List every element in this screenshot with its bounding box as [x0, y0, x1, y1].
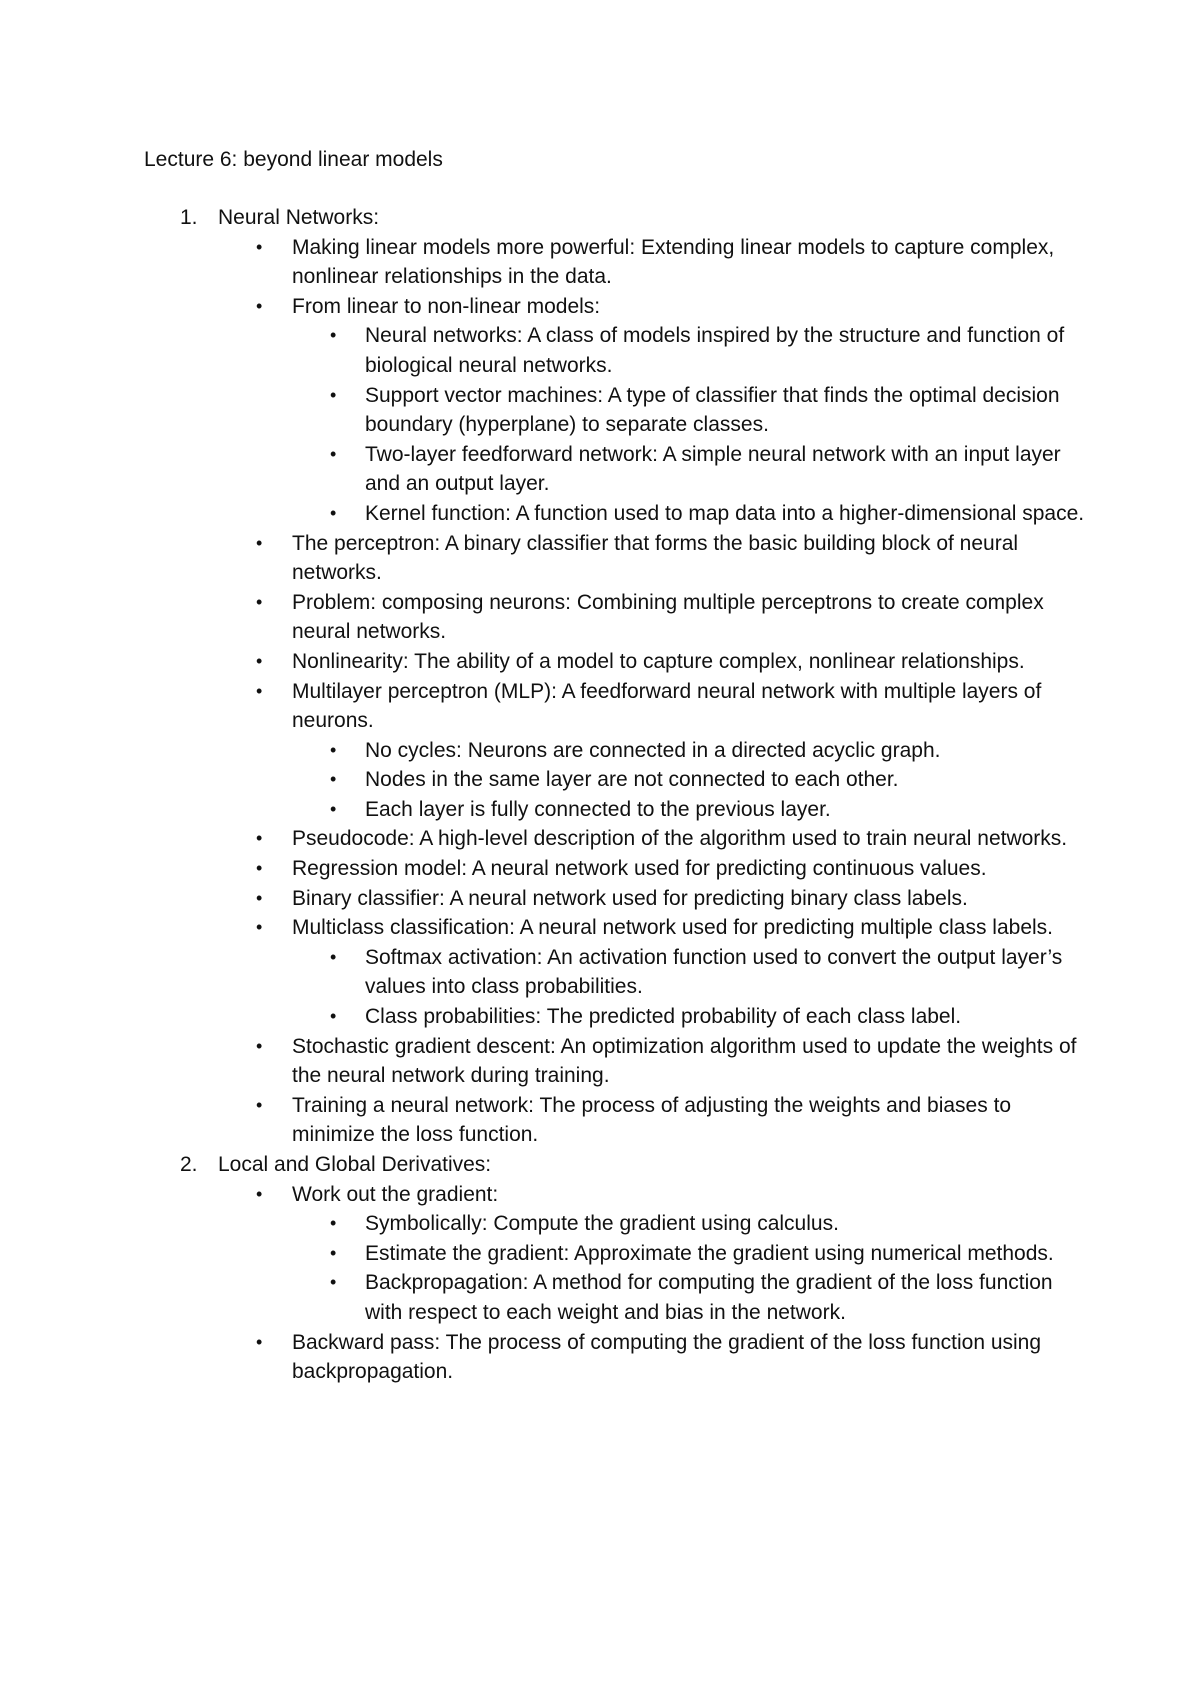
sub-list-item	[292, 321, 1094, 380]
sub-list-item	[292, 1239, 1094, 1269]
bullet-icon: •	[330, 443, 337, 464]
list-item	[218, 913, 1094, 1031]
list-item	[218, 1032, 1094, 1091]
list-item-text: Work out the gradient:	[292, 1182, 499, 1206]
sub-bullet-list	[292, 1209, 1094, 1327]
sub-list-item	[292, 440, 1094, 499]
bullet-icon: •	[256, 1183, 263, 1204]
bullet-icon: •	[330, 946, 337, 967]
list-item-text: Binary classifier: A neural network used for predicting binary class labels.	[292, 886, 968, 910]
list-item	[218, 854, 1094, 884]
list-item	[218, 233, 1094, 292]
section-heading: Neural Networks:	[218, 206, 380, 229]
list-item-text: From linear to non-linear models:	[292, 294, 601, 318]
sub-list-item-text: Symbolically: Compute the gradient using calculus.	[365, 1212, 839, 1236]
section-number: 2.	[180, 1153, 198, 1176]
sub-list-item	[292, 736, 1094, 766]
sub-list-item-text: Support vector machines: A type of classifier that finds the optimal decision boundary (hyperplane) to separate classes.	[365, 383, 1060, 437]
sub-bullet-list	[292, 943, 1094, 1032]
section-list	[144, 203, 1094, 1387]
bullet-icon: •	[330, 769, 337, 790]
section	[144, 1150, 1094, 1387]
sub-list-item	[292, 1002, 1094, 1032]
sub-list-item-text: Backpropagation: A method for computing the gradient of the loss function with respect to each weight and bias in the network.	[365, 1271, 1053, 1324]
bullet-icon: •	[256, 1094, 263, 1115]
bullet-icon: •	[330, 1242, 337, 1263]
list-item	[218, 1328, 1094, 1387]
sub-bullet-list	[292, 736, 1094, 825]
sub-list-item	[292, 381, 1094, 440]
sub-list-item	[292, 943, 1094, 1002]
bullet-icon: •	[256, 650, 263, 671]
bullet-icon: •	[256, 680, 263, 701]
section-heading: Local and Global Derivatives:	[218, 1153, 492, 1176]
document-title: Lecture 6: beyond linear models	[144, 148, 443, 171]
sub-list-item-text: Kernel function: A function used to map data into a higher-dimensional space.	[365, 501, 1085, 525]
bullet-icon: •	[330, 502, 337, 523]
list-item-text: Multilayer perceptron (MLP): A feedforward neural network with multiple layers of neurons.	[292, 679, 1042, 733]
bullet-icon: •	[330, 798, 337, 819]
sub-list-item-text: Class probabilities: The predicted probability of each class label.	[365, 1005, 962, 1029]
list-item-text: The perceptron: A binary classifier that forms the basic building block of neural networks.	[292, 531, 1019, 585]
sub-list-item-text: Estimate the gradient: Approximate the gradient using numerical methods.	[365, 1241, 1054, 1265]
list-item-text: Multiclass classification: A neural network used for predicting multiple class labels.	[292, 916, 1054, 940]
bullet-list	[218, 233, 1094, 1150]
bullet-icon: •	[256, 1331, 263, 1352]
bullet-icon: •	[330, 1272, 337, 1293]
list-item	[218, 824, 1094, 854]
list-item	[218, 647, 1094, 677]
sub-list-item-text: Softmax activation: An activation function used to convert the output layer’s values into class probabilities.	[365, 945, 1063, 999]
bullet-icon: •	[330, 384, 337, 405]
sub-list-item	[292, 795, 1094, 825]
list-item-text: Problem: composing neurons: Combining multiple perceptrons to create complex neural networks.	[292, 590, 1044, 644]
bullet-icon: •	[256, 532, 263, 553]
sub-list-item	[292, 1268, 1094, 1327]
list-item	[218, 1180, 1094, 1328]
bullet-icon: •	[330, 1213, 337, 1234]
list-item-text: Regression model: A neural network used for predicting continuous values.	[292, 857, 987, 881]
list-item	[218, 529, 1094, 588]
sub-list-item-text: No cycles: Neurons are connected in a directed acyclic graph.	[365, 738, 941, 762]
bullet-icon: •	[256, 295, 263, 316]
section	[144, 203, 1094, 1150]
bullet-icon: •	[256, 591, 263, 612]
section-number: 1.	[180, 206, 198, 229]
list-item	[218, 588, 1094, 647]
bullet-icon: •	[330, 325, 337, 346]
sub-list-item-text: Nodes in the same layer are not connected to each other.	[365, 768, 899, 792]
bullet-list	[218, 1180, 1094, 1387]
list-item-text: Pseudocode: A high-level description of the algorithm used to train neural networks.	[292, 827, 1068, 851]
bullet-icon: •	[256, 236, 263, 257]
bullet-icon: •	[256, 917, 263, 938]
list-item	[218, 677, 1094, 825]
list-item	[218, 292, 1094, 529]
list-item-text: Stochastic gradient descent: An optimization algorithm used to update the weights of the neural network during training.	[292, 1034, 1077, 1088]
list-item-text: Making linear models more powerful: Extending linear models to capture complex, nonlinear relationships in the data.	[292, 235, 1055, 289]
bullet-icon: •	[330, 739, 337, 760]
list-item	[218, 884, 1094, 914]
list-item-text: Training a neural network: The process of adjusting the weights and biases to minimize the loss function.	[292, 1093, 1012, 1147]
sub-list-item	[292, 1209, 1094, 1239]
list-item	[218, 1091, 1094, 1150]
list-item-text: Backward pass: The process of computing the gradient of the loss function using backpropagation.	[292, 1330, 1042, 1384]
sub-list-item	[292, 765, 1094, 795]
sub-list-item-text: Each layer is fully connected to the previous layer.	[365, 797, 831, 821]
sub-list-item-text: Neural networks: A class of models inspired by the structure and function of biological neural networks.	[365, 324, 1065, 377]
bullet-icon: •	[256, 1035, 263, 1056]
list-item-text: Nonlinearity: The ability of a model to capture complex, nonlinear relationships.	[292, 649, 1025, 673]
bullet-icon: •	[330, 1006, 337, 1027]
sub-list-item-text: Two-layer feedforward network: A simple neural network with an input layer and an output layer.	[365, 442, 1061, 496]
bullet-icon: •	[256, 858, 263, 879]
sub-bullet-list	[292, 321, 1094, 528]
bullet-icon: •	[256, 828, 263, 849]
bullet-icon: •	[256, 887, 263, 908]
sub-list-item	[292, 499, 1094, 529]
